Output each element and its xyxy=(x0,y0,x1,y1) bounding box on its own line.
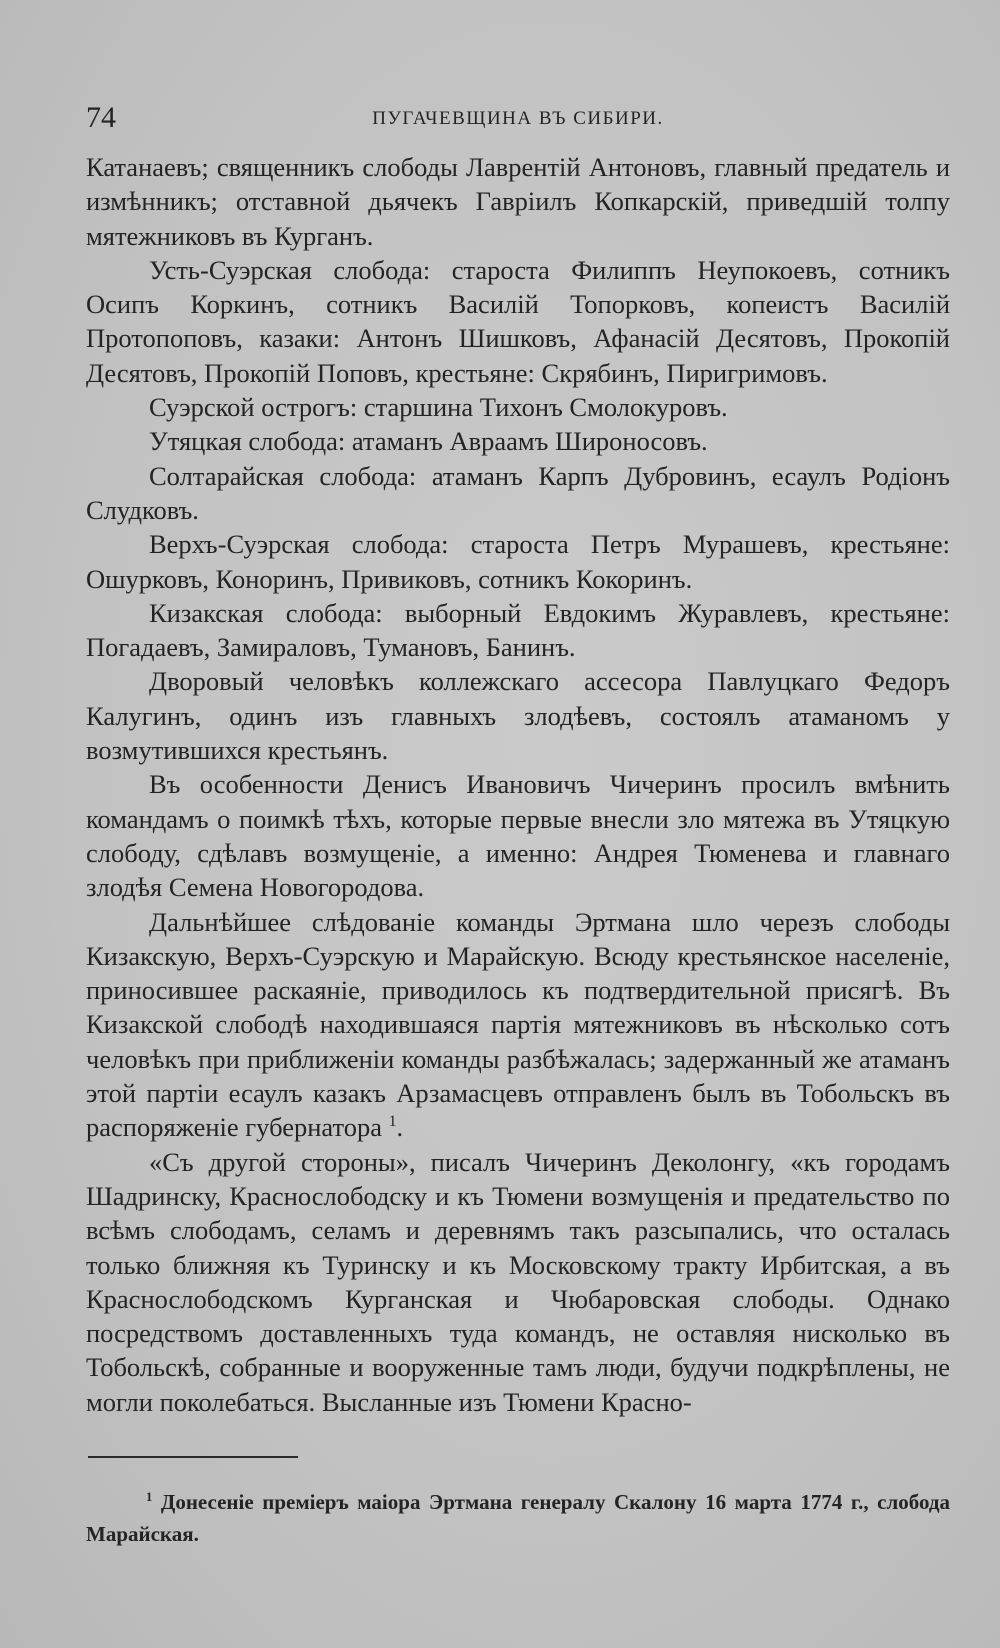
body-text xyxy=(86,150,950,1419)
paragraph: Катанаевъ; священникъ слободы Лаврентій Антоновъ, главный предатель и измѣнникъ; отставной дьячекъ Гавріилъ Копкарскій, приведшій толпу мятежниковъ въ Курганъ. xyxy=(86,152,950,251)
paragraph: Солтарайская слобода: атаманъ Карпъ Дубровинъ, есаулъ Родіонъ Слудковъ. xyxy=(86,460,950,525)
footnote-reference[interactable]: 1 xyxy=(388,1113,397,1131)
paragraph: Суэрской острогъ: старшина Тихонъ Смолокуровъ. xyxy=(149,392,728,423)
footnote xyxy=(86,1486,950,1550)
paragraph: Кизакская слобода: выборный Евдокимъ Журавлевъ, крестьяне: Погадаевъ, Замираловъ, Тумановъ, Банинъ. xyxy=(86,597,950,663)
paragraph: Утяцкая слобода: атаманъ Авраамъ Широносовъ. xyxy=(149,426,708,457)
footnote-divider xyxy=(88,1456,298,1458)
running-head xyxy=(86,98,950,138)
footnote-text: Донесеніе преміеръ маіора Эртмана генералу Скалону 16 марта 1774 г., слобода Марайская. xyxy=(86,1490,951,1546)
footnote-marker: 1 xyxy=(146,1490,153,1504)
paragraph: Дворовый человѣкъ коллежскаго ассесора Павлуцкаго Федоръ Калугинъ, одинъ изъ главныхъ злодѣевъ, состоялъ атаманомъ у возмутившихся крестьянъ. xyxy=(86,666,950,766)
paragraph: Усть-Суэрская слобода: староста Филиппъ Неупокоевъ, сотникъ Осипъ Коркинъ, сотникъ Василій Топорковъ, копеистъ Василій Протопоповъ, казаки: Антонъ Шишковъ, Афанасій Десятовъ, Прокопій Десятовъ, Прокопій Поповъ, крестьяне: Скрябинъ, Пиригримовъ. xyxy=(86,254,950,388)
paragraph-with-footnote-ref: Дальнѣйшее слѣдованіе команды Эртмана шло черезъ слободы Кизакскую, Верхъ-Суэрскую и Марайскую. Всюду крестьянское населеніе, приносившее раскаяніе, приводилось къ подтвердительной присягѣ. Въ Кизакской слободѣ находившаяся партія мятежниковъ въ нѣсколько сотъ человѣкъ при приближеніи команды разбѣжалась; задержанный же атаманъ этой партіи есаулъ казакъ Арзамасцевъ отправленъ былъ въ Тобольскъ въ распоряженіе губернатора $^1$. xyxy=(86,906,950,1143)
paragraph: «Съ другой стороны», писалъ Чичеринъ Деколонгу, «къ городамъ Шадринску, Краснослободску и къ Тюмени возмущенія и предательство по всѣмъ слободамъ, селамъ и деревнямъ такъ разсыпались, что осталась только ближняя къ Туринску и къ Московскому тракту Ирбитская, а въ Краснослободскомъ Курганская и Чюбаровская слободы. Однако посредствомъ доставленныхъ туда командъ, не оставляя нисколько въ Тобольскѣ, собранные и вооруженные тамъ люди, будучи подкрѣплены, не могли поколебаться. Высланные изъ Тюмени Красно- xyxy=(86,1146,950,1417)
paragraph: Верхъ-Суэрская слобода: староста Петръ Мурашевъ, крестьяне: Ошурковъ, Коноринъ, Привиковъ, сотникъ Кокоринъ. xyxy=(86,529,950,594)
running-title: ПУГАЧЕВЩИНА ВЪ СИБИРИ. xyxy=(372,108,664,129)
paragraph: Въ особенности Денисъ Ивановичъ Чичеринъ просилъ вмѣнить командамъ о поимкѣ тѣхъ, которые первые внесли зло мятежа въ Утяцкую слободу, сдѣлавъ возмущеніе, а именно: Андрея Тюменева и главнаго злодѣя Семена Новогородова. xyxy=(86,769,950,903)
page-number: 74 xyxy=(86,101,116,134)
paragraph-text: Дальнѣйшее слѣдованіе команды Эртмана шло черезъ слободы Кизакскую, Верхъ-Суэрскую и Марайскую. Всюду крестьянское населеніе, приносившее раскаяніе, приводилось къ подтвердительной присягѣ. Въ Кизакской слободѣ находившаяся партія мятежниковъ въ нѣсколько сотъ человѣкъ при приближеніи команды разбѣжалась; задержанный же атаманъ этой партіи есаулъ казакъ Арзамасцевъ отправленъ былъ въ Тобольскъ въ распоряженіе губернатора xyxy=(86,906,950,1143)
